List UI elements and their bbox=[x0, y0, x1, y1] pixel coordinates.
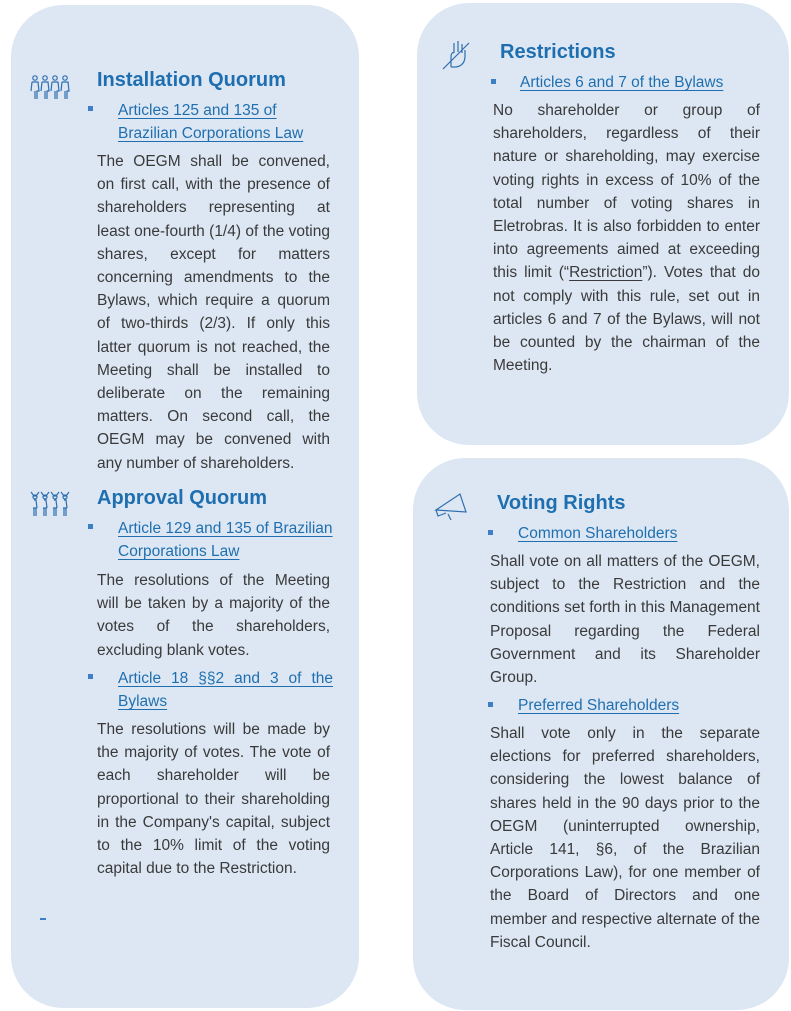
dash-marker bbox=[40, 918, 46, 920]
voting-rights-title: Voting Rights bbox=[497, 492, 626, 514]
people-raising-hands-icon bbox=[30, 491, 70, 522]
bullet-marker bbox=[88, 524, 93, 529]
bullet-marker bbox=[491, 79, 496, 84]
restrictions-text-part: No shareholder or group of shareholders, regardless of their nature or shareholding, may exercise voting rights in excess of 10% of the total number of voting shares in Eletrobras. It is also forbidden to enter into agreements aimed at exceeding this limit (“ bbox=[493, 102, 760, 282]
restrictions-title: Restrictions bbox=[500, 41, 616, 63]
bylaws-articles-6-7-link[interactable]: Articles 6 and 7 of the Bylaws bbox=[520, 74, 724, 91]
megaphone-icon bbox=[434, 490, 470, 527]
preferred-shareholders-link[interactable]: Preferred Shareholders bbox=[518, 697, 680, 714]
approval-quorum-text: The resolutions of the Meeting will be taken by a majority of the votes of the shareholders, excluding blank votes. bbox=[97, 572, 330, 659]
bullet-marker bbox=[488, 702, 493, 707]
hand-stop-icon bbox=[441, 39, 471, 76]
bylaws-article-18-link[interactable]: Article 18 §§2 and 3 of the Bylaws bbox=[118, 670, 333, 710]
approval-quorum-title: Approval Quorum bbox=[97, 487, 268, 509]
bullet-marker bbox=[88, 106, 93, 111]
bullet-marker bbox=[488, 530, 493, 535]
common-shareholders-text: Shall vote on all matters of the OEGM, subject to the Restriction and the conditions set forth in this Management Proposal regarding the Federal Government and its Shareholder Group. bbox=[490, 553, 760, 687]
restrictions-text bbox=[493, 99, 760, 377]
bylaws-majority-text: The resolutions will be made by the majority of votes. The vote of each shareholder will be proportional to their shareholding in the Company's capital, subject to the 10% limit of the voting capital due to the Restriction. bbox=[97, 721, 330, 878]
people-group-icon bbox=[30, 73, 70, 106]
restriction-term: Restriction bbox=[569, 264, 643, 282]
preferred-shareholders-text: Shall vote only in the separate elections for preferred shareholders, considering the lowest balance of shares held in the 90 days prior to the OEGM (uninterrupted ownership, Article 141, §6, of the Brazilian Corporations Law), for one member of the Board of Directors and one member and respective alternate of the Fiscal Council. bbox=[490, 725, 760, 951]
common-shareholders-link[interactable]: Common Shareholders bbox=[518, 525, 678, 542]
installation-law-link[interactable]: Articles 125 and 135 of Brazilian Corporations Law bbox=[118, 102, 304, 142]
restrictions-text-part: ”). Votes that do not comply with this rule, set out in articles 6 and 7 of the Bylaws, will not be counted by the chairman of the Meeting. bbox=[493, 264, 760, 375]
approval-law-link[interactable]: Article 129 and 135 of Brazilian Corporations Law bbox=[118, 520, 333, 560]
bullet-marker bbox=[88, 674, 93, 679]
installation-quorum-text: The OEGM shall be convened, on first call, with the presence of shareholders representing at least one-fourth (1/4) of the voting shares, except for matters concerning amendments to the Bylaws, which require a quorum of two-thirds (2/3). If only this latter quorum is not reached, the Meeting shall be installed to deliberate on the remaining matters. On second call, the OEGM may be convened with any number of shareholders. bbox=[97, 153, 330, 472]
installation-quorum-title: Installation Quorum bbox=[97, 69, 286, 91]
